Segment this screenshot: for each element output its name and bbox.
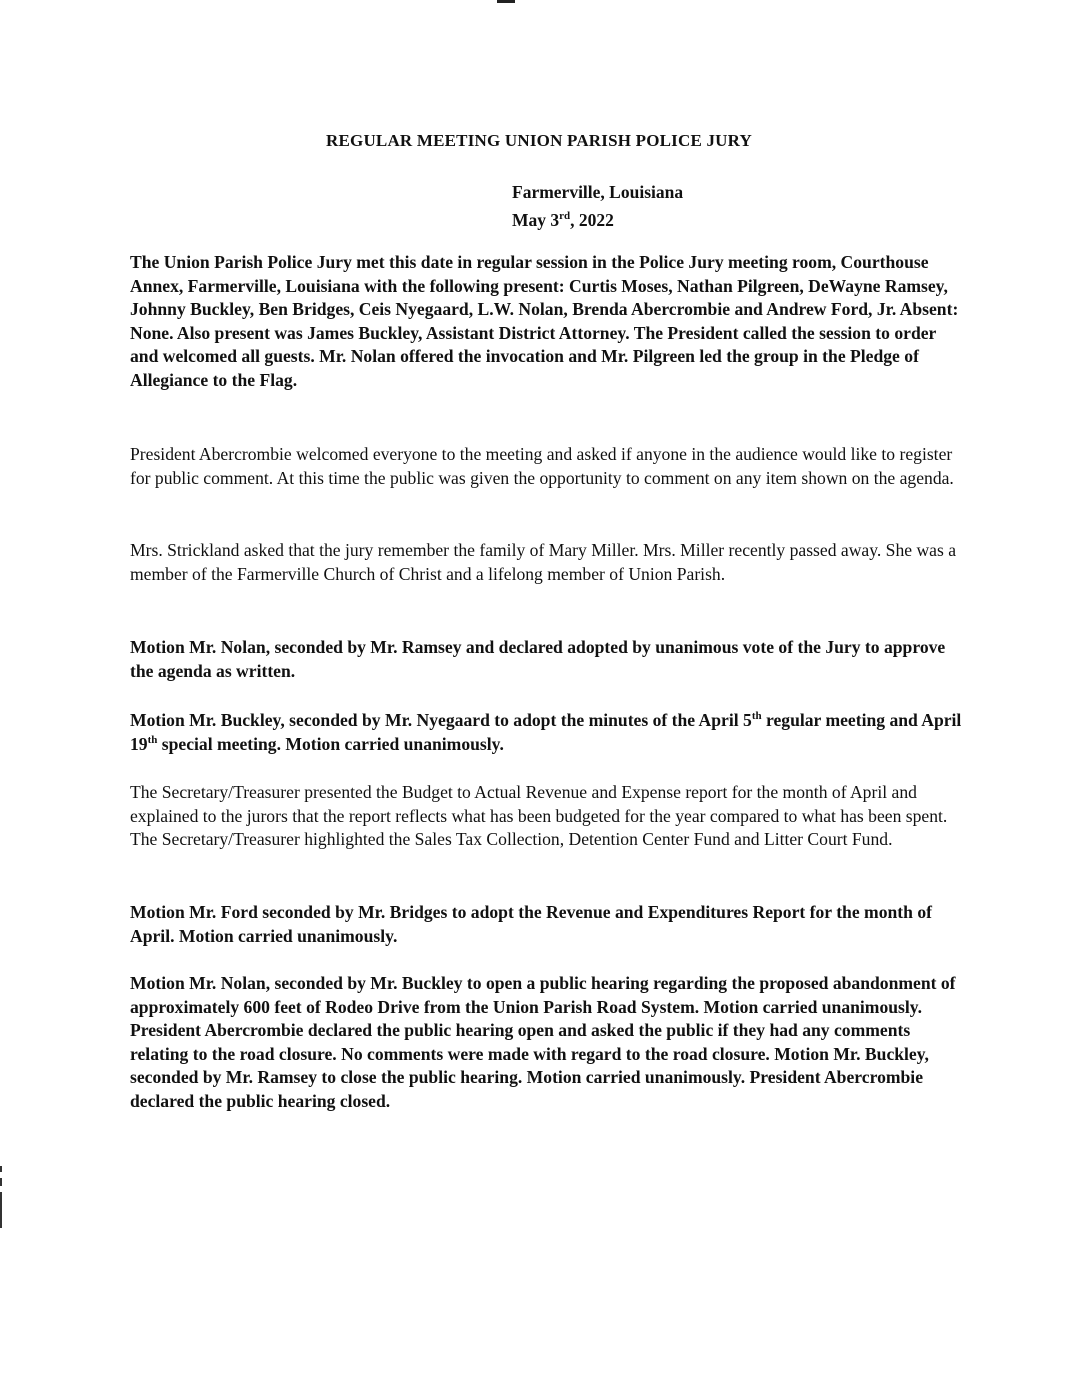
scan-mark-edge-2 — [0, 1178, 2, 1186]
paragraph-agenda-motion: Motion Mr. Nolan, seconded by Mr. Ramsey and declared adopted by unanimous vote of the Jury to approve the agenda as written. — [130, 637, 946, 681]
paragraph-public-hearing: Motion Mr. Nolan, seconded by Mr. Buckley to open a public hearing regarding the proposed abandonment of approximately 600 feet of Rodeo Drive from the Union Parish Road System. Motion carried unanimously. President Abercrombie declared the public hearing open and asked the public if they had any comments relating to the road closure. No comments were made with regard to the road closure. Motion Mr. Buckley, seconded by Mr. Ramsey to close the public hearing. Motion carried unanimously. President Abercrombie declared the public hearing closed. — [130, 973, 956, 1111]
paragraph-minutes-motion: Motion Mr. Buckley, seconded by Mr. Nyegaard to adopt the minutes of the April 5th regular meeting and April 19th special meeting. Motion carried unanimously. — [130, 710, 962, 754]
location: Farmerville, Louisiana — [512, 182, 684, 202]
paragraph-remembrance: Mrs. Strickland asked that the jury remember the family of Mary Miller. Mrs. Miller recently passed away. She was a member of the Farmerville Church of Christ and a lifelong member of Union Parish. — [130, 540, 957, 584]
paragraph-public-comment: President Abercrombie welcomed everyone to the meeting and asked if anyone in the audience would like to register for public comment. At this time the public was given the opportunity to comment on any item shown on the agenda. — [130, 444, 954, 488]
paragraph-revenue-motion: Motion Mr. Ford seconded by Mr. Bridges to adopt the Revenue and Expenditures Report for the month of April. Motion carried unanimously. — [130, 902, 932, 946]
paragraph-budget-report: The Secretary/Treasurer presented the Budget to Actual Revenue and Expense report for the month of April and explained to the jurors that the report reflects what has been budgeted for the year compared to what has been spent. The Secretary/Treasurer highlighted the Sales Tax Collection, Detention Center Fund and Litter Court Fund. — [130, 782, 948, 850]
paragraph-attendance: The Union Parish Police Jury met this date in regular session in the Police Jury meeting room, Courthouse Annex, Farmerville, Louisiana with the following present: Curtis Moses, Nathan Pilgreen, DeWayne Ramsey, Johnny Buckley, Ben Bridges, Ceis Nyegaard, L.W. Nolan, Brenda Abercrombie and Andrew Ford, Jr. Absent: None. Also present was James Buckley, Assistant District Attorney. The President called the session to order and welcomed all guests. Mr. Nolan offered the invocation and Mr. Pilgreen led the group in the Pledge of Allegiance to the Flag. — [130, 252, 959, 390]
document-title: REGULAR MEETING UNION PARISH POLICE JURY — [326, 131, 752, 150]
location-date-block — [512, 180, 683, 232]
scan-mark-top — [497, 0, 515, 3]
scan-mark-edge-3 — [0, 1192, 2, 1228]
meeting-date: May 3rd, 2022 — [512, 209, 614, 230]
scan-mark-edge-1 — [0, 1166, 2, 1172]
